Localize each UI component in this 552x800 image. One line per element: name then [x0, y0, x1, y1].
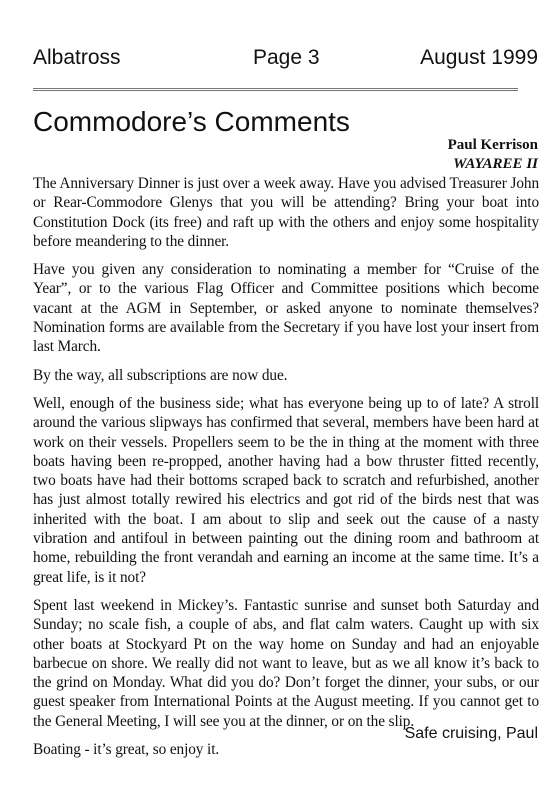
- header-divider: [33, 88, 518, 91]
- author-name: Paul Kerrison: [447, 137, 538, 153]
- signoff: Safe cruising, Paul: [404, 725, 538, 742]
- paragraph: The Anniversary Dinner is just over a week away. Have you advised Treasurer John or Rear-Commodore Glenys that you will be attending? Bring your boat into Constitution Dock (its free) and raft up with the others and enjoy some hospitality before meandering to the dinner.: [33, 175, 539, 250]
- issue-date: August 1999: [420, 46, 538, 69]
- byline: [448, 136, 538, 174]
- paragraph: Boating - it’s great, so enjoy it.: [33, 741, 220, 759]
- article-body: [33, 174, 539, 768]
- paragraph: Well, enough of the business side; what has everyone being up to of late? A stroll around the various slipways has confirmed that several, members have been hard at work on their vessels. Propellers seem to be the in thing at the moment with three boats having been re-propped, another having had a bow thruster fitted recently, two boats have had their bottoms scraped back to scratch and refurbished, another has just almost totally rewired his electrics and got rid of the birds nest that was inherited with the boat. I am about to slip and seek out the cause of a nasty vibration and antifoul in between painting out the dining room and bathroom at home, rebuilding the front verandah and earning an income at the same time. It’s a great life, is it not?: [33, 394, 539, 586]
- boat-name: WAYAREE II: [453, 156, 538, 172]
- paragraph: By the way, all subscriptions are now due.: [33, 366, 288, 384]
- newsletter-name: Albatross: [33, 46, 121, 69]
- page-header: [33, 45, 538, 71]
- paragraph: Spent last weekend in Mickey’s. Fantastic sunrise and sunset both Saturday and Sunday; no scale fish, a couple of abs, and flat calm waters. Caught up with six other boats at Stockyard Pt on the way home on Sunday and had an enjoyable barbecue on shore. We really did not want to leave, but as we all know it’s back to the grind on Monday. What did you do? Don’t forget the dinner, your subs, or our guest speaker from International Points at the August meeting. If you cannot get to the General Meeting, I will see you at the dinner, or on the slip.: [33, 596, 539, 730]
- paragraph: Have you given any consideration to nominating a member for “Cruise of the Year”, or to the various Flag Officer and Committee positions which become vacant at the AGM in September, or asked anyone to nominate themselves? Nomination forms are available from the Secretary if you have lost your insert from last March.: [33, 261, 539, 356]
- page-number: Page 3: [253, 46, 320, 69]
- article-title: Commodore’s Comments: [33, 106, 350, 137]
